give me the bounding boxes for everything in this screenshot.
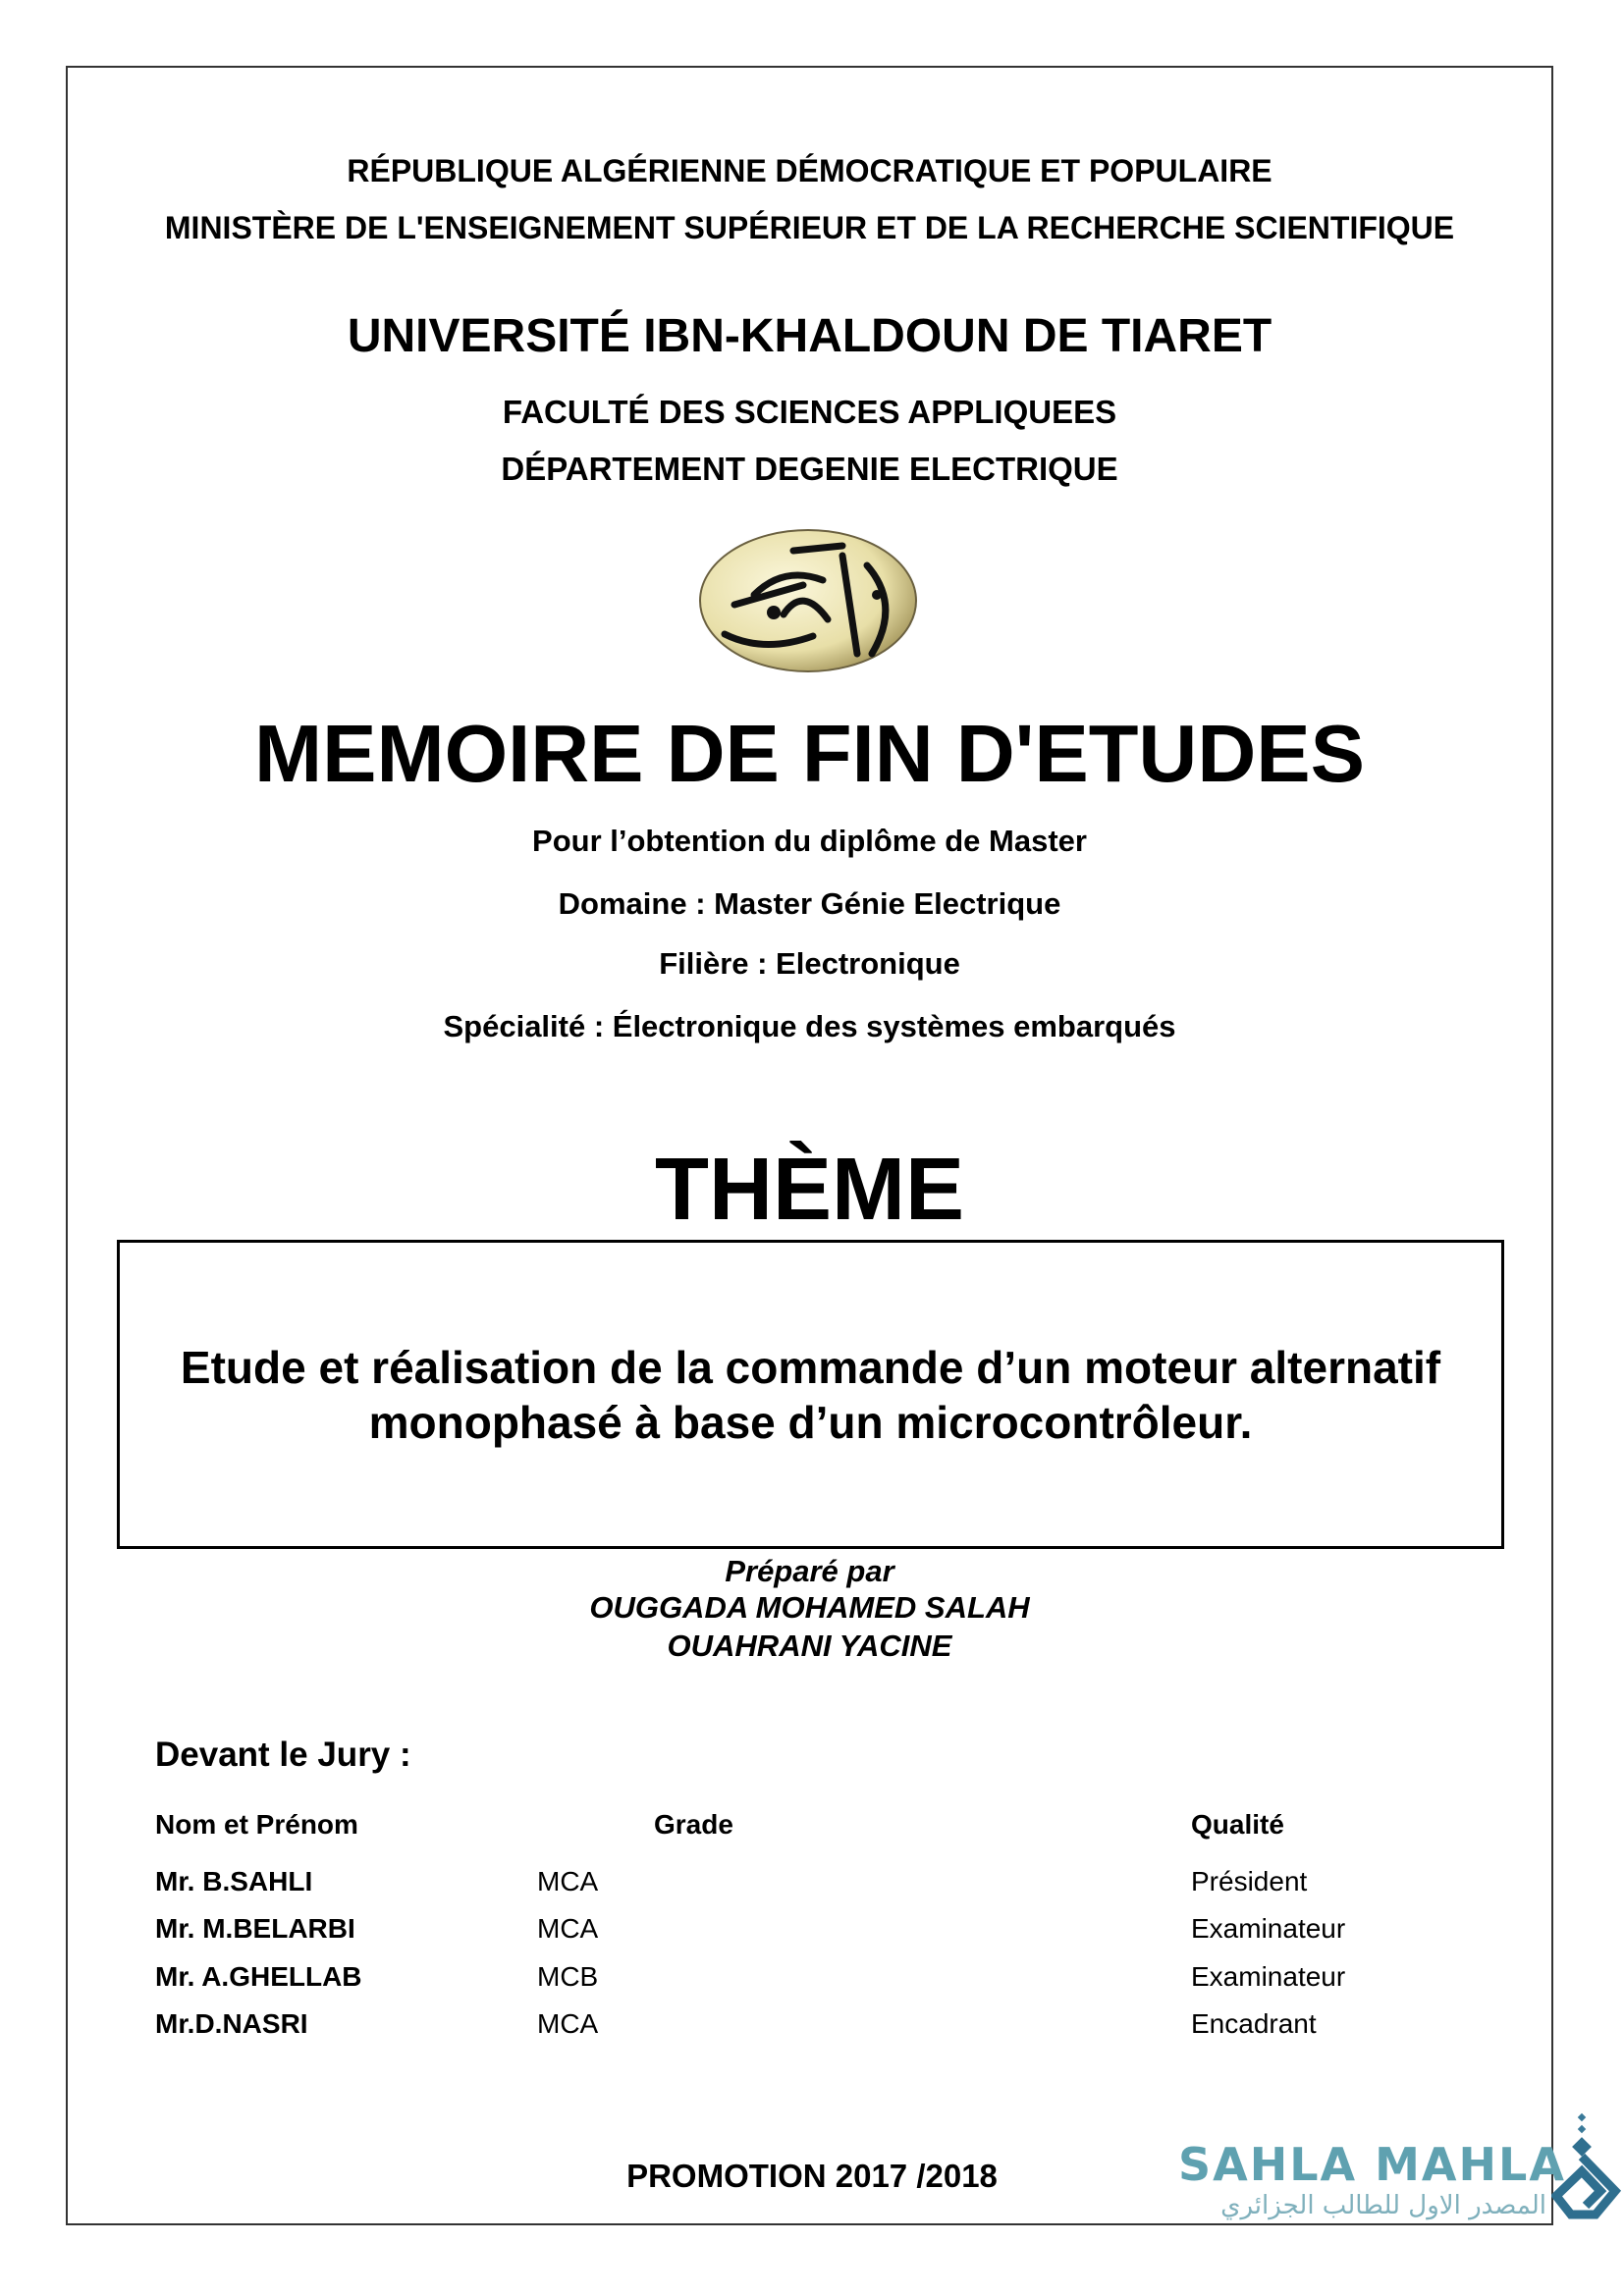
jury-member-name: Mr. B.SAHLI [155,1866,313,1896]
ministry-heading: MINISTÈRE DE L'ENSEIGNEMENT SUPÉRIEUR ET DE LA RECHERCHE SCIENTIFIQUE [164,210,1455,245]
theme-title-line1: Etude et réalisation de la commande d’un moteur alternatif [180,1341,1441,1393]
university-seal-logo [695,526,921,675]
diploma-field: Filière : Electronique [659,946,960,981]
theme-title-line2: monophasé à base d’un microcontrôleur. [368,1396,1253,1448]
diploma-purpose: Pour l’obtention du diplôme de Master [532,824,1087,858]
theme-box [117,1240,1504,1549]
diploma-specialty: Spécialité : Électronique des systèmes embarqués [443,1009,1176,1043]
promotion-year: PROMOTION 2017 /2018 [626,2158,998,2194]
document-title: MEMOIRE DE FIN D'ETUDES [253,708,1366,799]
diploma-domain: Domaine : Master Génie Electrique [558,886,1061,921]
author-2: OUAHRANI YACINE [667,1629,952,1663]
jury-header-name: Nom et Prénom [155,1809,358,1840]
university-heading: UNIVERSITÉ IBN-KHALDOUN DE TIARET [347,310,1272,362]
author-1: OUGGADA MOHAMED SALAH [589,1590,1030,1625]
jury-member-role: Examinateur [1191,1913,1346,1944]
jury-member-grade: MCA [537,2008,599,2039]
republic-heading: RÉPUBLIQUE ALGÉRIENNE DÉMOCRATIQUE ET POPULAIRE [347,153,1272,188]
jury-header-grade: Grade [654,1809,733,1840]
theme-label: THÈME [655,1141,964,1239]
watermark-tagline: المصدر الاول للطالب الجزائري [1220,2191,1546,2220]
jury-member-grade: MCA [537,1913,599,1944]
jury-member-name: Mr. M.BELARBI [155,1913,355,1944]
jury-member-name: Mr. A.GHELLAB [155,1961,362,1992]
jury-title: Devant le Jury : [155,1735,411,1774]
jury-member-role: Encadrant [1191,2008,1317,2039]
faculty-heading: FACULTÉ DES SCIENCES APPLIQUEES [502,394,1117,430]
watermark-emblem-icon [1551,2112,1624,2220]
department-heading: DÉPARTEMENT DEGENIE ELECTRIQUE [501,451,1118,487]
jury-member-name: Mr.D.NASRI [155,2008,308,2039]
jury-member-grade: MCB [537,1961,599,1992]
jury-member-role: Président [1191,1866,1308,1896]
watermark-brand: SAHLA MAHLA [1178,2138,1566,2191]
jury-member-role: Examinateur [1191,1961,1346,1992]
jury-member-grade: MCA [537,1866,599,1896]
jury-header-role: Qualité [1191,1809,1284,1840]
prepared-by-label: Préparé par [725,1554,894,1588]
